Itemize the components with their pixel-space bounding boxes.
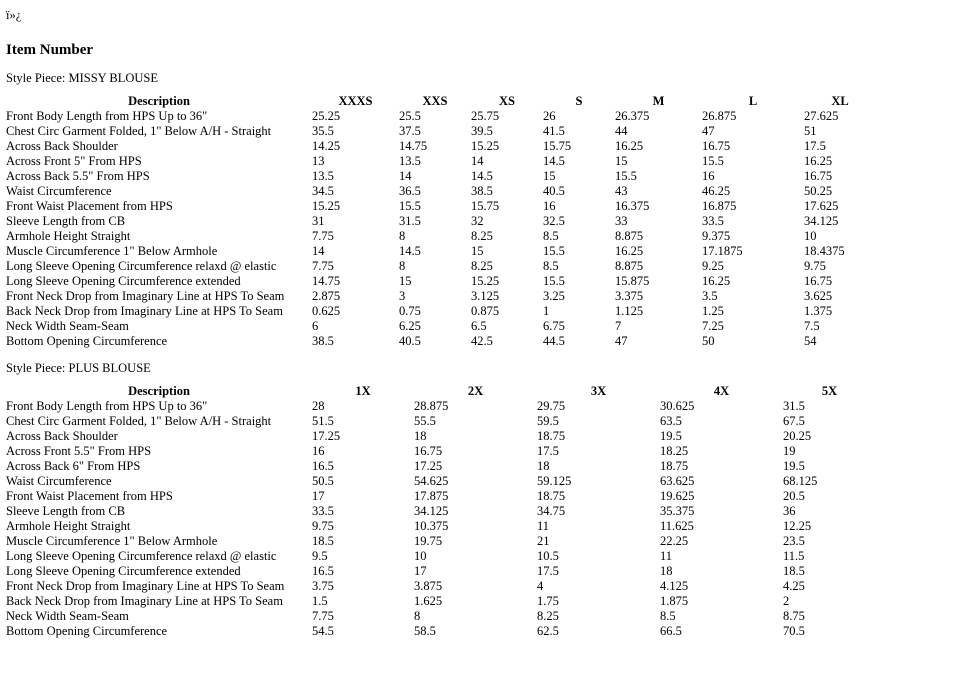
measurement-value: 18.75 [537,429,566,443]
measurement-description: Front Body Length from HPS Up to 36" [6,109,208,123]
column-header-description: Description [128,384,190,398]
column-header-size: XL [831,94,849,108]
measurement-value: 3 [399,289,406,303]
measurement-value: 19.5 [660,429,682,443]
measurement-value: 13.5 [399,154,421,168]
measurement-description: Across Back Shoulder [6,139,118,153]
measurement-value: 67.5 [783,414,805,428]
measurement-value: 29.75 [537,399,566,413]
measurement-value: 21 [537,534,550,548]
measurement-value: 1 [543,304,550,318]
measurement-value: 9.75 [804,259,826,273]
measurement-value: 16.5 [312,459,334,473]
column-header-size: L [748,94,758,108]
measurement-value: 15.5 [399,199,421,213]
measurement-value: 8 [414,609,421,623]
measurement-description: Bottom Opening Circumference [6,624,168,638]
table-row [6,489,876,504]
measurement-value: 34.5 [312,184,334,198]
measurement-value: 17.25 [312,429,341,443]
measurement-value: 31.5 [399,214,421,228]
measurement-value: 35.5 [312,124,334,138]
measurement-value: 36.5 [399,184,421,198]
measurement-value: 9.375 [702,229,731,243]
measurement-description: Neck Width Seam-Seam [6,609,129,623]
measurement-value: 25.75 [471,109,500,123]
measurement-value: 17 [312,489,325,503]
measurement-description: Sleeve Length from CB [6,504,126,518]
column-header-size: 5X [821,384,838,398]
measurement-value: 15.25 [312,199,341,213]
table-row [6,139,876,154]
measurement-value: 7 [615,319,622,333]
measurement-value: 50.25 [804,184,833,198]
measurement-value: 3.25 [543,289,565,303]
measurement-value: 42.5 [471,334,493,348]
measurement-value: 66.5 [660,624,682,638]
measurement-value: 34.75 [537,504,566,518]
measurement-description: Neck Width Seam-Seam [6,319,129,333]
measurement-description: Muscle Circumference 1" Below Armhole [6,244,218,258]
table-row [6,199,876,214]
measurement-value: 16.25 [615,244,644,258]
measurement-value: 15.75 [471,199,500,213]
measurement-description: Front Body Length from HPS Up to 36" [6,399,208,413]
table-row [6,214,876,229]
measurement-value: 9.25 [702,259,724,273]
measurement-value: 63.5 [660,414,682,428]
measurement-value: 32.5 [543,214,565,228]
measurement-value: 15 [543,169,556,183]
measurement-value: 0.75 [399,304,421,318]
measurement-description: Across Back 5.5" From HPS [6,169,150,183]
table-row [6,109,876,124]
measurement-value: 7.75 [312,259,334,273]
measurement-value: 44 [615,124,628,138]
measurement-value: 22.25 [660,534,689,548]
measurement-value: 16 [702,169,715,183]
measurement-value: 15.5 [702,154,724,168]
measurement-value: 17.875 [414,489,449,503]
measurement-value: 20.5 [783,489,805,503]
measurement-value: 4 [537,579,544,593]
measurement-value: 0.875 [471,304,500,318]
measurement-value: 70.5 [783,624,805,638]
measurement-value: 26.375 [615,109,650,123]
measurement-value: 18 [660,564,673,578]
measurement-value: 58.5 [414,624,436,638]
measurement-value: 8.25 [471,229,493,243]
measurement-value: 19 [783,444,796,458]
table-row [6,244,876,259]
measurement-value: 15.5 [615,169,637,183]
table-header-row [6,384,876,399]
measurement-value: 14.75 [399,139,428,153]
measurement-value: 14.5 [471,169,493,183]
measurement-value: 59.125 [537,474,572,488]
table-row [6,564,876,579]
measurement-value: 10.5 [537,549,559,563]
table-row [6,399,876,414]
measurement-value: 26 [543,109,556,123]
table-row [6,444,876,459]
measurement-value: 54.5 [312,624,334,638]
column-header-size: S [575,94,583,108]
measurement-description: Bottom Opening Circumference [6,334,168,348]
encoding-artifact-text: ï»¿ [6,8,22,22]
measurement-value: 31 [312,214,325,228]
table-row [6,274,876,289]
table-row [6,504,876,519]
measurement-value: 15.5 [543,274,565,288]
measurement-value: 8 [399,229,406,243]
table-row [6,259,876,274]
measurement-value: 40.5 [543,184,565,198]
measurement-value: 13 [312,154,325,168]
measurement-value: 47 [615,334,628,348]
measurement-value: 14.5 [399,244,421,258]
measurement-value: 41.5 [543,124,565,138]
measurement-description: Long Sleeve Opening Circumference extended [6,564,241,578]
measurement-description: Across Back Shoulder [6,429,118,443]
spec-table-missy [6,94,876,349]
measurement-value: 33.5 [702,214,724,228]
measurement-value: 16.375 [615,199,650,213]
table-row [6,624,876,639]
measurement-description: Muscle Circumference 1" Below Armhole [6,534,218,548]
table-row [6,519,876,534]
measurement-value: 6 [312,319,319,333]
measurement-description: Long Sleeve Opening Circumference relaxd @ elastic [6,549,277,563]
measurement-value: 62.5 [537,624,559,638]
measurement-description: Across Back 6" From HPS [6,459,141,473]
measurement-value: 14 [399,169,412,183]
measurement-value: 1.375 [804,304,833,318]
measurement-value: 4.25 [783,579,805,593]
column-header-size: 3X [590,384,607,398]
measurement-description: Sleeve Length from CB [6,214,126,228]
measurement-value: 16.75 [804,274,833,288]
measurement-value: 18 [414,429,427,443]
measurement-value: 15.25 [471,274,500,288]
measurement-value: 1.875 [660,594,689,608]
measurement-value: 0.625 [312,304,341,318]
measurement-value: 19.625 [660,489,695,503]
column-header-size: XXS [422,94,448,108]
measurement-value: 35.375 [660,504,695,518]
measurement-description: Long Sleeve Opening Circumference relaxd @ elastic [6,259,277,273]
measurement-value: 39.5 [471,124,493,138]
measurement-value: 15 [615,154,628,168]
style-piece-title-missy: Style Piece: MISSY BLOUSE [6,71,158,85]
measurement-value: 7.25 [702,319,724,333]
measurement-description: Waist Circumference [6,184,112,198]
table-row [6,474,876,489]
measurement-value: 7.5 [804,319,820,333]
measurement-value: 10.375 [414,519,449,533]
measurement-value: 14.5 [543,154,565,168]
measurement-value: 59.5 [537,414,559,428]
measurement-value: 34.125 [804,214,839,228]
measurement-value: 63.625 [660,474,695,488]
table-row [6,334,876,349]
measurement-value: 18.25 [660,444,689,458]
measurement-description: Across Front 5.5" From HPS [6,444,152,458]
measurement-value: 1.625 [414,594,443,608]
table-row [6,169,876,184]
measurement-value: 14 [312,244,325,258]
table-row [6,594,876,609]
measurement-value: 25.5 [399,109,421,123]
measurement-value: 11 [660,549,673,563]
table-row [6,414,876,429]
measurement-value: 15 [399,274,412,288]
table-row [6,154,876,169]
measurement-value: 68.125 [783,474,818,488]
measurement-value: 33.5 [312,504,334,518]
table-header-row [6,94,876,109]
measurement-value: 50.5 [312,474,334,488]
measurement-value: 3.875 [414,579,443,593]
measurement-value: 6.5 [471,319,487,333]
column-header-size: 1X [355,384,371,398]
measurement-value: 1.5 [312,594,328,608]
column-header-size: XXXS [338,94,373,108]
measurement-value: 15.25 [471,139,500,153]
measurement-value: 31.5 [783,399,805,413]
measurement-value: 54 [804,334,817,348]
measurement-value: 46.25 [702,184,731,198]
table-row [6,229,876,244]
measurement-value: 16.5 [312,564,334,578]
measurement-value: 43 [615,184,628,198]
measurement-value: 8.875 [615,259,644,273]
measurement-value: 16.75 [414,444,443,458]
table-row [6,609,876,624]
column-header-size: 4X [713,384,730,398]
table-row [6,124,876,139]
measurement-value: 54.625 [414,474,449,488]
table-row [6,429,876,444]
measurement-description: Front Neck Drop from Imaginary Line at HPS To Seam [6,579,285,593]
measurement-value: 1.25 [702,304,724,318]
column-header-description: Description [128,94,190,108]
measurement-description: Long Sleeve Opening Circumference extended [6,274,241,288]
measurement-value: 44.5 [543,334,565,348]
measurement-value: 47 [702,124,715,138]
measurement-value: 7.75 [312,229,334,243]
measurement-value: 6.75 [543,319,565,333]
measurement-value: 17.25 [414,459,443,473]
measurement-value: 28 [312,399,325,413]
measurement-value: 34.125 [414,504,449,518]
measurement-value: 17.5 [537,564,559,578]
measurement-description: Armhole Height Straight [6,229,131,243]
column-header-size: XS [499,94,515,108]
measurement-value: 40.5 [399,334,421,348]
measurement-value: 11.5 [783,549,805,563]
measurement-description: Front Neck Drop from Imaginary Line at HPS To Seam [6,289,285,303]
measurement-value: 37.5 [399,124,421,138]
table-row [6,549,876,564]
measurement-value: 51 [804,124,817,138]
measurement-value: 8.5 [543,229,559,243]
measurement-value: 15 [471,244,484,258]
measurement-value: 8.75 [783,609,805,623]
spec-table-plus [6,384,876,639]
measurement-value: 10 [414,549,427,563]
measurement-value: 1.75 [537,594,559,608]
measurement-value: 19.75 [414,534,443,548]
measurement-value: 38.5 [471,184,493,198]
measurement-value: 2 [783,594,790,608]
measurement-value: 15.875 [615,274,650,288]
measurement-value: 50 [702,334,715,348]
measurement-value: 18.5 [312,534,334,548]
style-piece-title-plus: Style Piece: PLUS BLOUSE [6,361,151,375]
measurement-value: 1.125 [615,304,644,318]
measurement-value: 55.5 [414,414,436,428]
measurement-description: Across Front 5" From HPS [6,154,142,168]
measurement-value: 36 [783,504,796,518]
measurement-description: Front Waist Placement from HPS [6,199,173,213]
table-row [6,319,876,334]
measurement-value: 30.625 [660,399,695,413]
measurement-value: 3.125 [471,289,500,303]
measurement-value: 16 [312,444,325,458]
measurement-value: 14.75 [312,274,341,288]
measurement-value: 18.75 [537,489,566,503]
measurement-description: Chest Circ Garment Folded, 1" Below A/H - Straight [6,124,272,138]
measurement-value: 19.5 [783,459,805,473]
measurement-value: 25.25 [312,109,341,123]
measurement-value: 3.5 [702,289,718,303]
measurement-value: 3.625 [804,289,833,303]
measurement-value: 16.75 [702,139,731,153]
table-row [6,534,876,549]
measurement-value: 16.875 [702,199,737,213]
table-row [6,579,876,594]
measurement-value: 16.25 [804,154,833,168]
measurement-value: 17.5 [804,139,826,153]
table-row [6,184,876,199]
measurement-value: 4.125 [660,579,689,593]
table-row [6,289,876,304]
measurement-description: Chest Circ Garment Folded, 1" Below A/H - Straight [6,414,272,428]
measurement-value: 16.25 [702,274,731,288]
column-header-size: M [652,94,665,108]
measurement-value: 28.875 [414,399,449,413]
measurement-value: 8.25 [537,609,559,623]
measurement-value: 10 [804,229,817,243]
measurement-value: 8.25 [471,259,493,273]
measurement-value: 38.5 [312,334,334,348]
measurement-value: 16.25 [615,139,644,153]
measurement-value: 18.4375 [804,244,845,258]
table-row [6,459,876,474]
measurement-value: 15.75 [543,139,572,153]
measurement-value: 9.5 [312,549,328,563]
measurement-value: 11.625 [660,519,694,533]
measurement-value: 6.25 [399,319,421,333]
measurement-value: 32 [471,214,484,228]
measurement-description: Waist Circumference [6,474,112,488]
measurement-value: 20.25 [783,429,812,443]
measurement-description: Back Neck Drop from Imaginary Line at HPS To Seam [6,594,283,608]
measurement-value: 17 [414,564,427,578]
measurement-value: 17.625 [804,199,839,213]
measurement-value: 17.5 [537,444,559,458]
measurement-value: 14 [471,154,484,168]
measurement-value: 8.5 [543,259,559,273]
measurement-value: 16.75 [804,169,833,183]
measurement-description: Front Waist Placement from HPS [6,489,173,503]
measurement-value: 18.75 [660,459,689,473]
measurement-value: 15.5 [543,244,565,258]
measurement-value: 3.375 [615,289,644,303]
measurement-value: 12.25 [783,519,812,533]
measurement-value: 3.75 [312,579,334,593]
measurement-value: 27.625 [804,109,839,123]
measurement-value: 14.25 [312,139,341,153]
measurement-value: 2.875 [312,289,341,303]
measurement-value: 26.875 [702,109,737,123]
measurement-value: 13.5 [312,169,334,183]
measurement-value: 23.5 [783,534,805,548]
measurement-value: 33 [615,214,628,228]
measurement-value: 11 [537,519,550,533]
measurement-description: Back Neck Drop from Imaginary Line at HPS To Seam [6,304,283,318]
measurement-description: Armhole Height Straight [6,519,131,533]
measurement-value: 51.5 [312,414,334,428]
page-heading: Item Number [6,42,94,58]
table-row [6,304,876,319]
measurement-value: 16 [543,199,556,213]
measurement-value: 8.875 [615,229,644,243]
measurement-value: 8 [399,259,406,273]
measurement-value: 17.1875 [702,244,743,258]
measurement-value: 18 [537,459,550,473]
column-header-size: 2X [467,384,484,398]
measurement-value: 7.75 [312,609,334,623]
measurement-value: 18.5 [783,564,805,578]
measurement-value: 8.5 [660,609,676,623]
measurement-value: 9.75 [312,519,334,533]
